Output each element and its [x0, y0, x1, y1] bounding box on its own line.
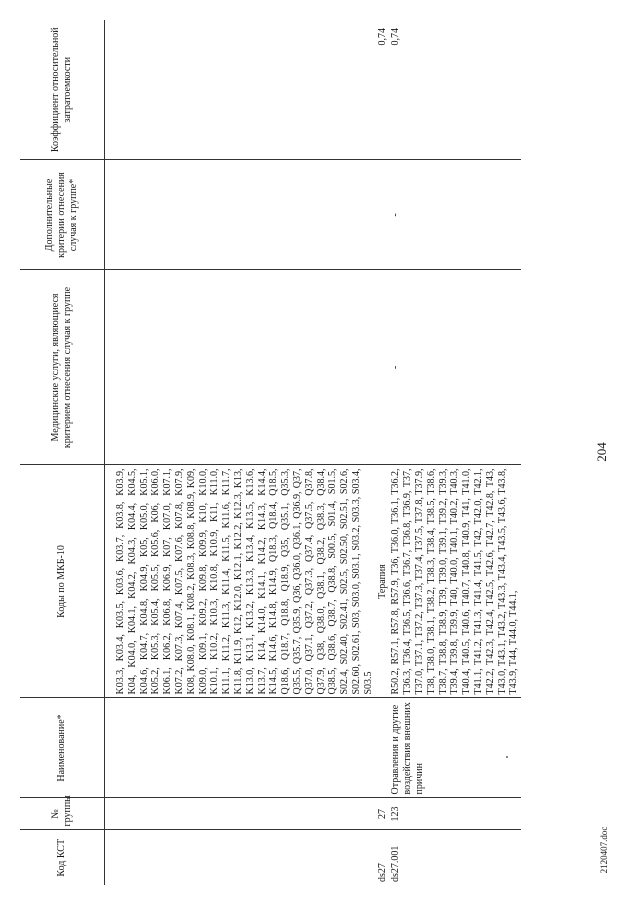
header-mkb-codes: Коды по МКБ-10 — [20, 465, 105, 698]
cell-name — [376, 698, 390, 798]
header-medical-services: Медицинские услуги, являющиеся критерием отнесения случая к группе — [20, 270, 105, 465]
cell-mkb-codes: R50.2, R57.1, R57.8, R57.9, T36, T36.0, T36.1, T36.2, T36.3, T36.4, T36.5, T36.6, T36.7, T36.8, T36.9, T37, T37.0, T37.1, T37.2, T37.3, T37.4, T37.5, T37.8, T37.9, T38, T38.0, T38.1, T38.2, T38.3, T38.4, T38.5, T38.6, T38.7, T38.8, T38.9, T39, T39.0, T39.1, T39.2, T39.3, T39.4, T39.8, T39.9, T40, T40.0, T40.1, T40.2, T40.3, T40.4, T40.5, T40.6, T40.7, T40.8, T40.9, T41, T41.0, T41.1, T41.2, T41.3, T41.4, T41.5, T42, T42.0, T42.1, T42.2, T42.3, T42.4, T42.5, T42.6, T42.7, T42.8, T43, T43.0, T43.1, T43.2, T43.3, T43.4, T43.5, T43.6, T43.8, T43.9, T44, T44.0, T44.1, — [389, 465, 521, 698]
table-row — [105, 20, 376, 885]
cell-kst-code: ds27.001 — [390, 845, 402, 882]
cell-mkb-codes: Терапия — [376, 465, 390, 698]
cell-coefficient: 0,74 — [376, 20, 390, 160]
page-number: 204 — [594, 442, 609, 462]
cell-coefficient: 0,74 — [389, 20, 521, 160]
cell-group-number: 123 — [389, 798, 521, 830]
cell-coefficient — [105, 20, 376, 160]
table-row — [376, 20, 390, 885]
cell-additional-criteria — [376, 160, 390, 270]
cell-additional-criteria — [105, 160, 376, 270]
ksg-table — [20, 20, 521, 885]
header-kst-code: Код КСТ — [20, 830, 105, 885]
cell-group-number: 27 — [376, 798, 390, 830]
cell-medical-services — [376, 270, 390, 465]
cell-kst-code: ds27 — [376, 863, 388, 882]
table-header-row — [20, 20, 105, 885]
cell-medical-services — [105, 270, 376, 465]
table-row — [389, 20, 521, 885]
cell-name: Отравления и другие воздействия внешних причин — [389, 698, 521, 798]
rotated-table-wrapper — [20, 20, 580, 885]
cell-group-number — [105, 798, 376, 830]
cell-name — [105, 698, 376, 798]
cell-medical-services: - — [389, 270, 521, 465]
header-group-number: № группы — [20, 798, 105, 830]
cell-kst-code — [105, 830, 376, 885]
cell-mkb-codes: K03.3, K03.4, K03.5, K03.6, K03.7, K03.8, K03.9, K04, K04.0, K04.1, K04.2, K04.3, K04.4, K04.5, K04.6, K04.7, K04.8, K04.9, K05, K05.0, K05.1, K05.2, K05.3, K05.4, K05.5, K05.6, K06, K06.0, K06.1, K06.2, K06.8, K06.9, K07, K07.0, K07.1, K07.2, K07.3, K07.4, K07.5, K07.6, K07.8, K07.9, K08, K08.0, K08.1, K08.2, K08.3, K08.8, K08.9, K09, K09.0, K09.1, K09.2, K09.8, K09.9, K10, K10.0, K10.1, K10.2, K10.3, K10.8, K10.9, K11, K11.0, K11.1, K11.2, K11.3, K11.4, K11.5, K11.6, K11.7, K11.8, K11.9, K12, K12.0, K12.1, K12.2, K12.3, K13, K13.0, K13.1, K13.2, K13.3, K13.4, K13.5, K13.6, K13.7, K14, K14.0, K14.1, K14.2, K14.3, K14.4, K14.5, K14.6, K14.8, K14.9, Q18.3, Q18.4, Q18.5, Q18.6, Q18.7, Q18.8, Q18.9, Q35, Q35.1, Q35.3, Q35.5, Q35.7, Q35.9, Q36, Q36.0, Q36.1, Q36.9, Q37, Q37.0, Q37.1, Q37.2, Q37.3, Q37.4, Q37.5, Q37.8, Q37.9, Q38, Q38.0, Q38.1, Q38.2, Q38.3, Q38.4, Q38.5, Q38.6, Q38.7, Q38.8, S00.5, S01.4, S01.5, S02.4, S02.40, S02.41, S02.5, S02.50, S02.51, S02.6, S02.60, S02.61, S03, S03.0, S03.1, S03.2, S03.3, S03.4, S03.5 — [105, 465, 376, 698]
footer-document-code: 2120407.doc — [599, 826, 609, 874]
cell-additional-criteria: - — [389, 160, 521, 270]
header-additional-criteria: Дополнительные критерии отнесения случая к группе* — [20, 160, 105, 270]
header-name: Наименование* — [20, 698, 105, 798]
header-coefficient: Коэффициент относительной затратоемкости — [20, 20, 105, 160]
